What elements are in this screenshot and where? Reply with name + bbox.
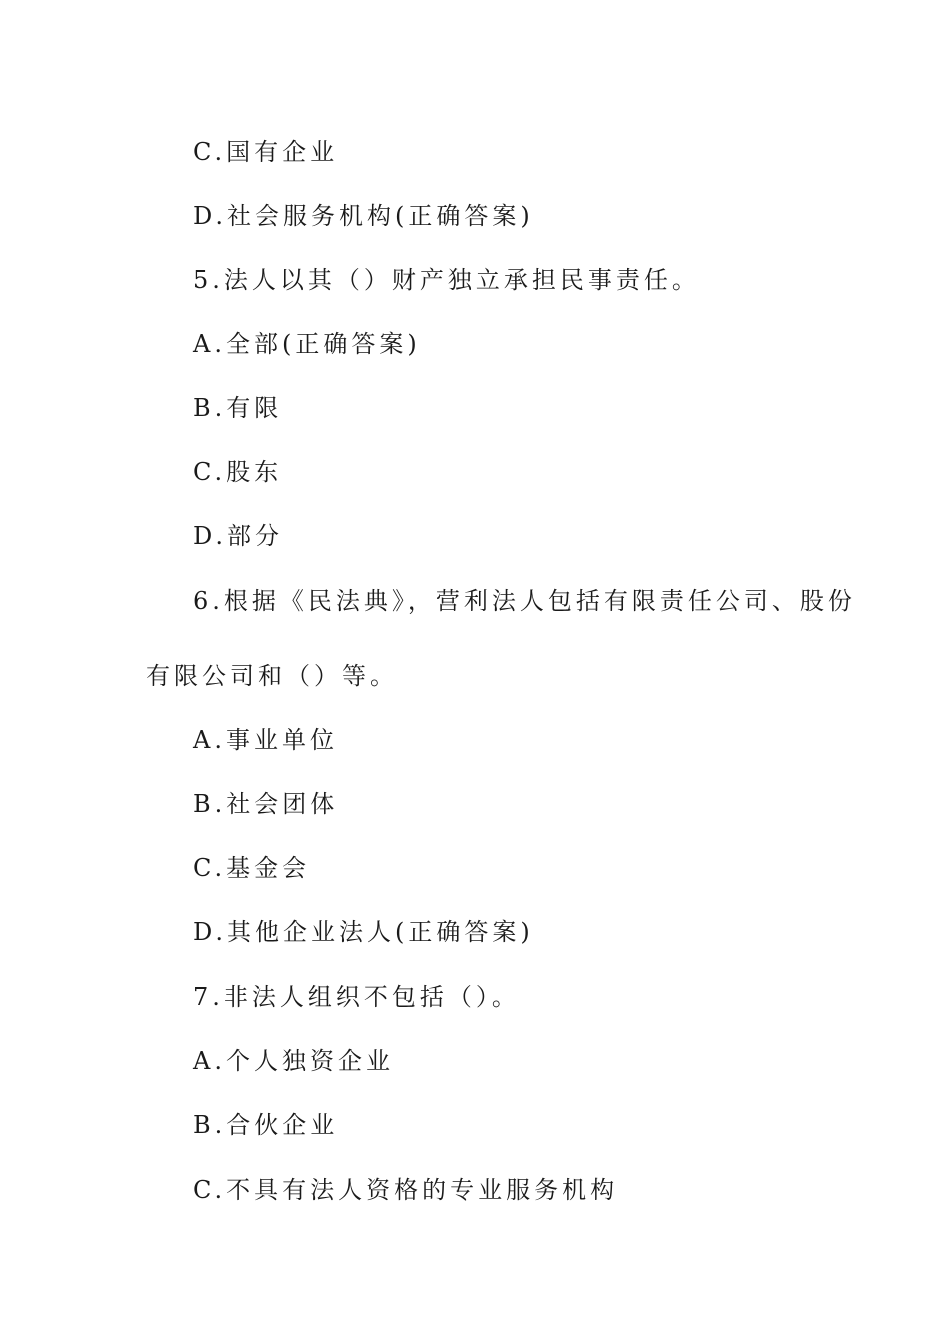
option-d-q5: D.部分 bbox=[193, 522, 284, 550]
option-c-q7: C.不具有法人资格的专业服务机构 bbox=[193, 1176, 619, 1204]
question-6-line-1: 6.根据《民法典》，营利法人包括有限责任公司、股份 bbox=[193, 587, 856, 615]
option-a-q6: A.事业单位 bbox=[193, 726, 338, 754]
option-b-q6: B.社会团体 bbox=[193, 790, 339, 818]
option-d-q4: D.社会服务机构(正确答案) bbox=[193, 202, 534, 230]
option-b-q5: B.有限 bbox=[193, 394, 283, 422]
option-c-q5: C.股东 bbox=[193, 458, 283, 486]
question-6-line-2: 有限公司和（）等。 bbox=[146, 662, 398, 690]
option-c-q6: C.基金会 bbox=[193, 854, 311, 882]
option-a-q7: A.个人独资企业 bbox=[193, 1047, 394, 1075]
option-d-q6: D.其他企业法人(正确答案) bbox=[193, 918, 534, 946]
option-a-q5: A.全部(正确答案) bbox=[193, 330, 421, 358]
question-5: 5.法人以其（）财产独立承担民事责任。 bbox=[193, 266, 700, 294]
option-c-q4: C.国有企业 bbox=[193, 138, 339, 166]
option-b-q7: B.合伙企业 bbox=[193, 1111, 339, 1139]
question-7: 7.非法人组织不包括（）。 bbox=[193, 983, 520, 1011]
